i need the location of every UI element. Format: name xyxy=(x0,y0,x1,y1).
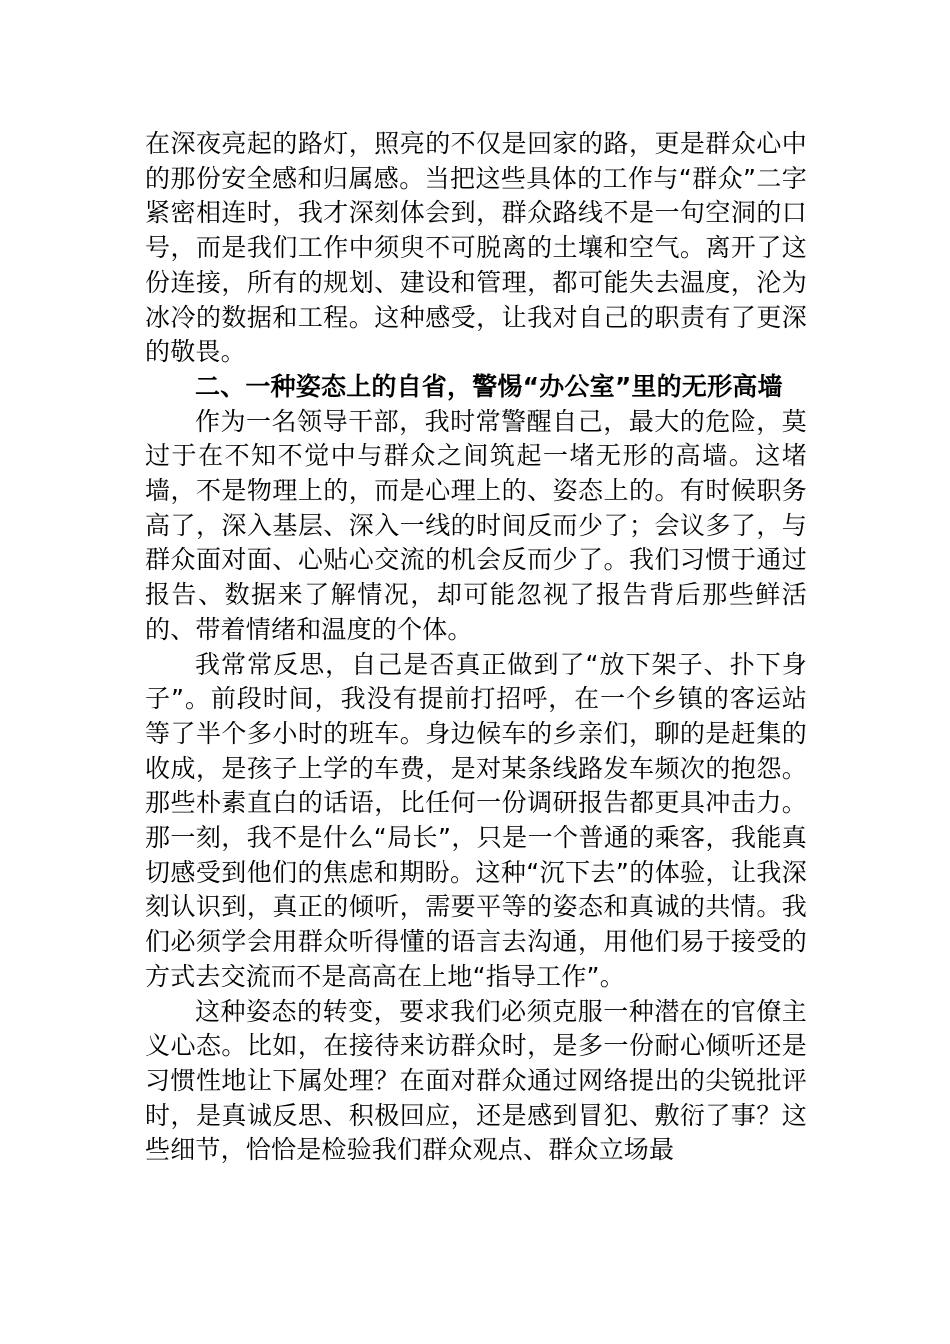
paragraph-3: 这种姿态的转变，要求我们必须克服一种潜在的官僚主义心态。比如，在接待来访群众时，是多一份耐心倾听还是习惯性地让下属处理？在面对群众通过网络提出的尖锐批评时，是真诚反思、积极回应，还是感到冒犯、敷衍了事？这些细节，恰恰是检验我们群众观点、群众立场最 xyxy=(145,996,807,1165)
paragraph-2: 我常常反思，自己是否真正做到了“放下架子、扑下身子”。前段时间，我没有提前打招呼，在一个乡镇的客运站等了半个多小时的班车。身边候车的乡亲们，聊的是赶集的收成，是孩子上学的车费，是对某条线路发车频次的抱怨。那些朴素直白的话语，比任何一份调研报告都更具冲击力。那一刻，我不是什么“局长”，只是一个普通的乘客，我能真切感受到他们的焦虑和期盼。这种“沉下去”的体验，让我深刻认识到，真正的倾听，需要平等的姿态和真诚的共情。我们必须学会用群众听得懂的语言去沟通，用他们易于接受的方式去交流而不是高高在上地“指导工作”。 xyxy=(145,649,807,991)
paragraph-continued: 在深夜亮起的路灯，照亮的不仅是回家的路，更是群众心中的那份安全感和归属感。当把这些具体的工作与“群众”二字紧密相连时，我才深刻体会到，群众路线不是一句空洞的口号，而是我们工作中须臾不可脱离的土壤和空气。离开了这份连接，所有的规划、建设和管理，都可能失去温度，沦为冰冷的数据和工程。这种感受，让我对自己的职责有了更深的敬畏。 xyxy=(145,129,807,367)
paragraph-1: 作为一名领导干部，我时常警醒自己，最大的危险，莫过于在不知不觉中与群众之间筑起一堵无形的高墙。这堵墙，不是物理上的，而是心理上的、姿态上的。有时候职务高了，深入基层、深入一线的时间反而少了；会议多了，与群众面对面、心贴心交流的机会反而少了。我们习惯于通过报告、数据来了解情况，却可能忽视了报告背后那些鲜活的、带着情绪和温度的个体。 xyxy=(145,406,807,644)
document-body xyxy=(145,127,807,1168)
section-heading: 二、一种姿态上的自省，警惕“办公室”里的无形高墙 xyxy=(195,371,783,401)
